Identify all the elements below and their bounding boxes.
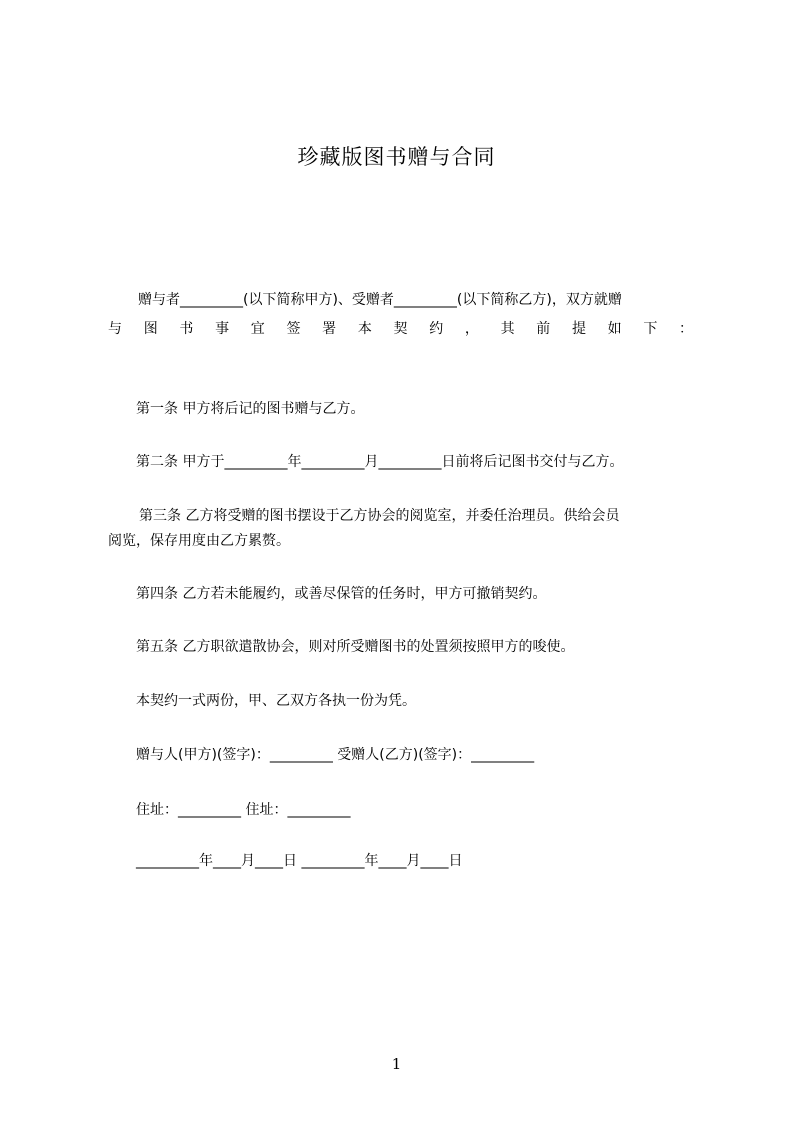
article-4: 第四条 乙方若未能履约，或善尽保管的任务时，甲方可撤销契约。	[136, 586, 547, 602]
intro-char: ，	[464, 321, 479, 337]
intro-char: 签	[286, 321, 301, 337]
page-number: 1	[391, 1055, 402, 1073]
date-line: _________年____月____日 _________年____月____日	[136, 853, 463, 869]
article-1: 第一条 甲方将后记的图书赠与乙方。	[136, 401, 365, 417]
intro-char: ：	[679, 321, 693, 337]
document-title: 珍藏版图书赠与合同	[297, 145, 496, 169]
article-3-line-1: 第三条 乙方将受赠的图书摆设于乙方协会的阅览室，并委任治理员。供给会员	[139, 508, 620, 524]
intro-char: 约	[429, 321, 444, 337]
intro-char: 前	[536, 321, 551, 337]
intro-char: 如	[607, 321, 622, 337]
intro-char: 与	[108, 321, 122, 337]
article-3-line-2: 阅览，保存用度由乙方累赘。	[108, 533, 290, 549]
intro-line-1: 赠与者_________(以下简称甲方)、受赠者_________(以下简称乙方)，双方就赠	[138, 292, 622, 308]
intro-char: 下	[643, 321, 658, 337]
intro-char: 契	[393, 321, 408, 337]
article-5: 第五条 乙方职欲遣散协会，则对所受赠图书的处置须按照甲方的唆使。	[136, 639, 575, 655]
address-line: 住址：_________ 住址：_________	[136, 802, 351, 818]
intro-char: 宜	[250, 321, 265, 337]
signature-line: 赠与人(甲方)(签字)：_________ 受赠人(乙方)(签字)：_________	[136, 747, 535, 763]
intro-char: 事	[215, 321, 230, 337]
article-2: 第二条 甲方于_________年_________月_________日前将后记图书交付与乙方。	[136, 454, 624, 470]
intro-char: 书	[179, 321, 194, 337]
intro-line-2	[108, 319, 693, 339]
copies-statement: 本契约一式两份，甲、乙双方各执一份为凭。	[136, 693, 416, 709]
intro-char: 署	[322, 321, 337, 337]
intro-char: 其	[500, 321, 515, 337]
intro-char: 图	[143, 321, 158, 337]
intro-char: 提	[571, 321, 586, 337]
intro-char: 本	[357, 321, 372, 337]
